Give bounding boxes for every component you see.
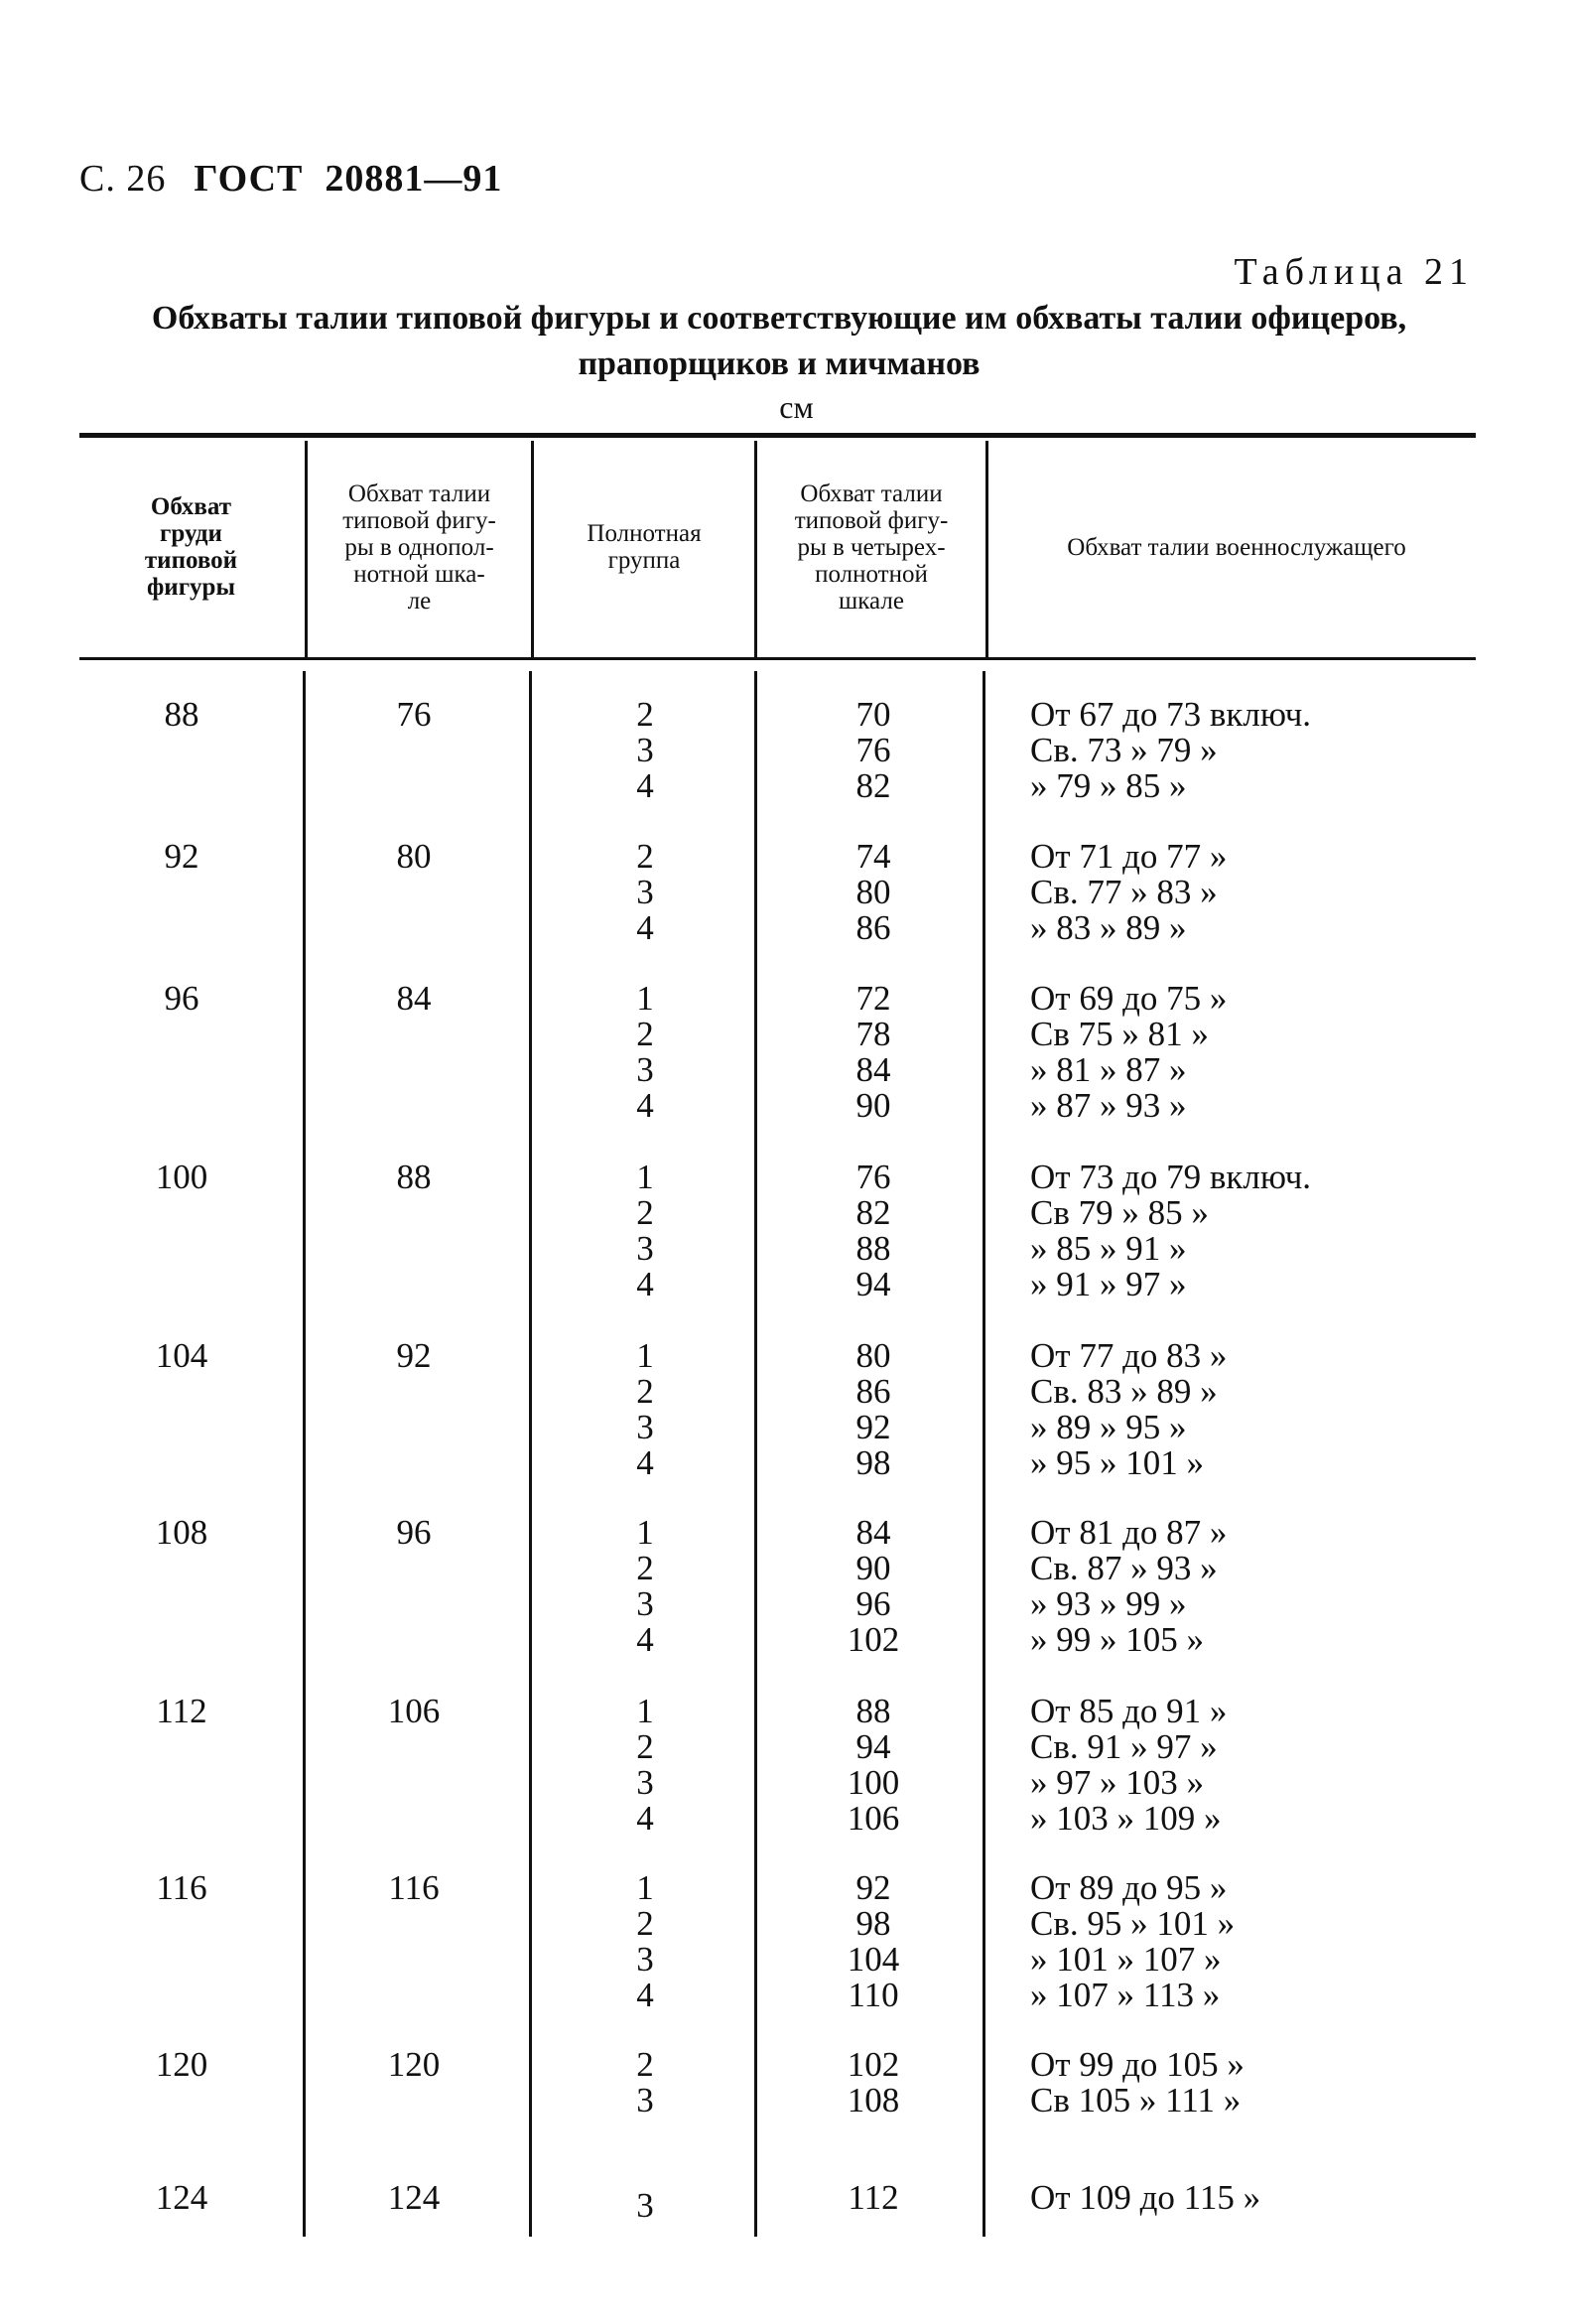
waist-four-value: 82 (855, 766, 891, 805)
fullness-group-value: 3 (636, 1584, 654, 1623)
fullness-group-value: 1 (636, 1513, 654, 1552)
serviceman-waist-range: » 107 » 113 » (1030, 1976, 1221, 2014)
fullness-group-value: 4 (636, 908, 654, 947)
fullness-group-cell (615, 981, 675, 1124)
waist-four-value: 98 (855, 1904, 891, 1943)
waist-single-value: 92 (396, 1336, 432, 1375)
serviceman-waist-cell (1030, 1160, 1407, 1302)
waist-four-value: 106 (847, 1799, 900, 1838)
serviceman-waist-range: » 91 » 97 » (1030, 1265, 1187, 1303)
serviceman-waist-range: Св. 95 » 101 » (1030, 1904, 1236, 1943)
fullness-group-cell (615, 839, 675, 946)
waist-four-cell (814, 981, 933, 1124)
chest-girth-value: 108 (155, 1513, 208, 1552)
serviceman-waist-range: » 103 » 109 » (1030, 1799, 1222, 1838)
chest-girth-value: 88 (164, 695, 199, 734)
waist-single-value: 80 (396, 837, 432, 876)
fullness-group-value: 4 (636, 766, 654, 805)
serviceman-waist-cell (1030, 981, 1407, 1124)
serviceman-waist-range: От 73 до 79 включ. (1030, 1158, 1312, 1196)
waist-four-value: 92 (855, 1868, 891, 1907)
waist-four-value: 90 (855, 1549, 891, 1587)
waist-four-value: 96 (855, 1584, 891, 1623)
column-divider (983, 671, 985, 2237)
fullness-group-value: 4 (636, 1799, 654, 1838)
waist-four-value: 104 (847, 1940, 900, 1979)
fullness-group-value: 4 (636, 1976, 654, 2014)
fullness-group-cell (615, 1870, 675, 2013)
fullness-group-value: 2 (636, 1904, 654, 1943)
fullness-group-value: 3 (636, 873, 654, 911)
fullness-group-value: 2 (636, 695, 654, 734)
fullness-group-value: 2 (636, 1193, 654, 1232)
serviceman-waist-cell (1030, 2180, 1407, 2216)
waist-four-value: 94 (855, 1265, 891, 1303)
serviceman-waist-range: От 69 до 75 » (1030, 979, 1228, 1018)
waist-four-value: 72 (855, 979, 891, 1018)
serviceman-waist-cell (1030, 2047, 1407, 2119)
fullness-group-value: 3 (636, 2186, 654, 2225)
chest-girth-value: 92 (164, 837, 199, 876)
waist-single-value: 84 (396, 979, 432, 1018)
serviceman-waist-cell (1030, 1515, 1407, 1658)
column-divider (754, 671, 757, 2237)
waist-four-value: 90 (855, 1086, 891, 1125)
fullness-group-value: 2 (636, 1727, 654, 1766)
waist-single-value: 96 (396, 1513, 432, 1552)
waist-four-value: 70 (855, 695, 891, 734)
serviceman-waist-range: Св. 91 » 97 » (1030, 1727, 1218, 1766)
waist-four-value: 102 (847, 2045, 900, 2084)
fullness-group-value: 3 (636, 2081, 654, 2119)
waist-four-value: 86 (855, 1372, 891, 1411)
serviceman-waist-range: От 99 до 105 » (1030, 2045, 1245, 2084)
unit-label: см (779, 389, 814, 425)
serviceman-waist-range: Св 75 » 81 » (1030, 1015, 1209, 1053)
waist-four-value: 94 (855, 1727, 891, 1766)
fullness-group-value: 2 (636, 1015, 654, 1053)
column-divider (303, 671, 306, 2237)
fullness-group-value: 2 (636, 837, 654, 876)
fullness-group-value: 1 (636, 1336, 654, 1375)
fullness-group-value: 2 (636, 1372, 654, 1411)
waist-four-cell (814, 839, 933, 946)
waist-single-value: 106 (387, 1692, 441, 1730)
waist-four-value: 76 (855, 731, 891, 769)
waist-four-value: 98 (855, 1443, 891, 1482)
serviceman-waist-range: » 89 » 95 » (1030, 1408, 1187, 1446)
waist-four-cell (814, 697, 933, 804)
waist-four-value: 84 (855, 1513, 891, 1552)
serviceman-waist-range: От 71 до 77 » (1030, 837, 1228, 876)
serviceman-waist-range: Св. 77 » 83 » (1030, 873, 1218, 911)
fullness-group-cell (615, 2047, 675, 2119)
fullness-group-value: 2 (636, 2045, 654, 2084)
serviceman-waist-range: » 87 » 93 » (1030, 1086, 1187, 1125)
serviceman-waist-range: Св. 73 » 79 » (1030, 731, 1218, 769)
fullness-group-value: 3 (636, 1229, 654, 1268)
serviceman-waist-range: » 83 » 89 » (1030, 908, 1187, 947)
serviceman-waist-range: » 97 » 103 » (1030, 1763, 1204, 1802)
chest-girth-value: 100 (155, 1158, 208, 1196)
waist-four-value: 100 (847, 1763, 900, 1802)
waist-single-value: 88 (396, 1158, 432, 1196)
chest-girth-value: 124 (155, 2178, 208, 2217)
waist-four-value: 76 (855, 1158, 891, 1196)
serviceman-waist-cell (1030, 1338, 1407, 1481)
waist-four-value: 82 (855, 1193, 891, 1232)
chest-girth-value: 104 (155, 1336, 208, 1375)
waist-single-value: 120 (387, 2045, 441, 2084)
standard-name: ГОСТ (194, 158, 304, 200)
table-label: Таблица 21 (1234, 251, 1474, 293)
header-serviceman-waist: Обхват талии военнослужащего (1067, 533, 1406, 561)
serviceman-waist-range: » 81 » 87 » (1030, 1050, 1187, 1089)
waist-four-value: 84 (855, 1050, 891, 1089)
waist-four-cell (814, 2180, 933, 2216)
table-title (79, 296, 1479, 387)
waist-four-cell (814, 1160, 933, 1302)
chest-girth-value: 116 (156, 1868, 207, 1907)
waist-four-cell (814, 1515, 933, 1658)
fullness-group-cell (615, 1338, 675, 1481)
serviceman-waist-range: От 85 до 91 » (1030, 1692, 1228, 1730)
fullness-group-cell (615, 1515, 675, 1658)
fullness-group-value: 1 (636, 979, 654, 1018)
waist-four-value: 88 (855, 1229, 891, 1268)
serviceman-waist-range: » 95 » 101 » (1030, 1443, 1204, 1482)
serviceman-waist-range: » 79 » 85 » (1030, 766, 1187, 805)
fullness-group-value: 3 (636, 731, 654, 769)
waist-four-value: 88 (855, 1692, 891, 1730)
column-divider (529, 671, 532, 2237)
waist-four-value: 78 (855, 1015, 891, 1053)
header-fullness-group: Полнотная группа (587, 520, 702, 574)
waist-four-cell (814, 1694, 933, 1837)
waist-four-cell (814, 1870, 933, 2013)
waist-single-value: 76 (396, 695, 432, 734)
fullness-group-value: 4 (636, 1086, 654, 1125)
fullness-group-value: 3 (636, 1940, 654, 1979)
waist-four-value: 108 (847, 2081, 900, 2119)
fullness-group-value: 4 (636, 1620, 654, 1659)
waist-four-value: 80 (855, 1336, 891, 1375)
chest-girth-value: 96 (164, 979, 199, 1018)
serviceman-waist-cell (1030, 1694, 1407, 1837)
fullness-group-value: 4 (636, 1265, 654, 1303)
fullness-group-value: 1 (636, 1692, 654, 1730)
fullness-group-value: 4 (636, 1443, 654, 1482)
header-waist-single: Обхват талии типовой фигу- ры в однопол- нотной шка- ле (342, 479, 496, 615)
serviceman-waist-cell (1030, 1870, 1407, 2013)
serviceman-waist-range: Св. 87 » 93 » (1030, 1549, 1218, 1587)
page-number: С. 26 (79, 158, 167, 200)
fullness-group-value: 3 (636, 1763, 654, 1802)
fullness-group-cell (615, 1694, 675, 1837)
serviceman-waist-range: От 81 до 87 » (1030, 1513, 1228, 1552)
serviceman-waist-range: От 109 до 115 » (1030, 2178, 1261, 2217)
fullness-group-value: 3 (636, 1408, 654, 1446)
standard-number: 20881—91 (325, 158, 503, 200)
fullness-group-value: 2 (636, 1549, 654, 1587)
serviceman-waist-range: » 101 » 107 » (1030, 1940, 1222, 1979)
waist-four-value: 112 (848, 2178, 899, 2217)
waist-single-value: 116 (388, 1868, 440, 1907)
page-header (79, 157, 502, 201)
fullness-group-cell (615, 1160, 675, 1302)
serviceman-waist-range: » 99 » 105 » (1030, 1620, 1204, 1659)
waist-four-value: 80 (855, 873, 891, 911)
serviceman-waist-range: От 89 до 95 » (1030, 1868, 1228, 1907)
waist-single-value: 124 (387, 2178, 441, 2217)
table-title-line-2: прапорщиков и мичманов (578, 345, 981, 382)
waist-four-value: 86 (855, 908, 891, 947)
serviceman-waist-range: От 67 до 73 включ. (1030, 695, 1312, 734)
serviceman-waist-range: » 93 » 99 » (1030, 1584, 1187, 1623)
header-bottom-rule (79, 657, 1476, 660)
waist-four-value: 110 (848, 1976, 899, 2014)
chest-girth-value: 112 (156, 1692, 207, 1730)
waist-four-value: 92 (855, 1408, 891, 1446)
serviceman-waist-range: » 85 » 91 » (1030, 1229, 1187, 1268)
serviceman-waist-range: Св 79 » 85 » (1030, 1193, 1209, 1232)
fullness-group-value: 1 (636, 1158, 654, 1196)
header-waist-four: Обхват талии типовой фигу- ры в четырех- полнотной шкале (794, 479, 949, 615)
serviceman-waist-cell (1030, 697, 1407, 804)
fullness-group-cell (615, 2188, 675, 2224)
fullness-group-value: 1 (636, 1868, 654, 1907)
table-title-line-1: Обхваты талии типовой фигуры и соответствующие им обхваты талии офицеров, (151, 300, 1407, 337)
serviceman-waist-range: Св 105 » 111 » (1030, 2081, 1242, 2119)
chest-girth-value: 120 (155, 2045, 208, 2084)
header-chest: Обхват груди типовой фигуры (144, 493, 238, 601)
waist-four-cell (814, 2047, 933, 2119)
waist-four-value: 74 (855, 837, 891, 876)
serviceman-waist-cell (1030, 839, 1407, 946)
waist-four-cell (814, 1338, 933, 1481)
serviceman-waist-range: Св. 83 » 89 » (1030, 1372, 1218, 1411)
fullness-group-cell (615, 697, 675, 804)
waist-four-value: 102 (847, 1620, 900, 1659)
fullness-group-value: 3 (636, 1050, 654, 1089)
serviceman-waist-range: От 77 до 83 » (1030, 1336, 1228, 1375)
